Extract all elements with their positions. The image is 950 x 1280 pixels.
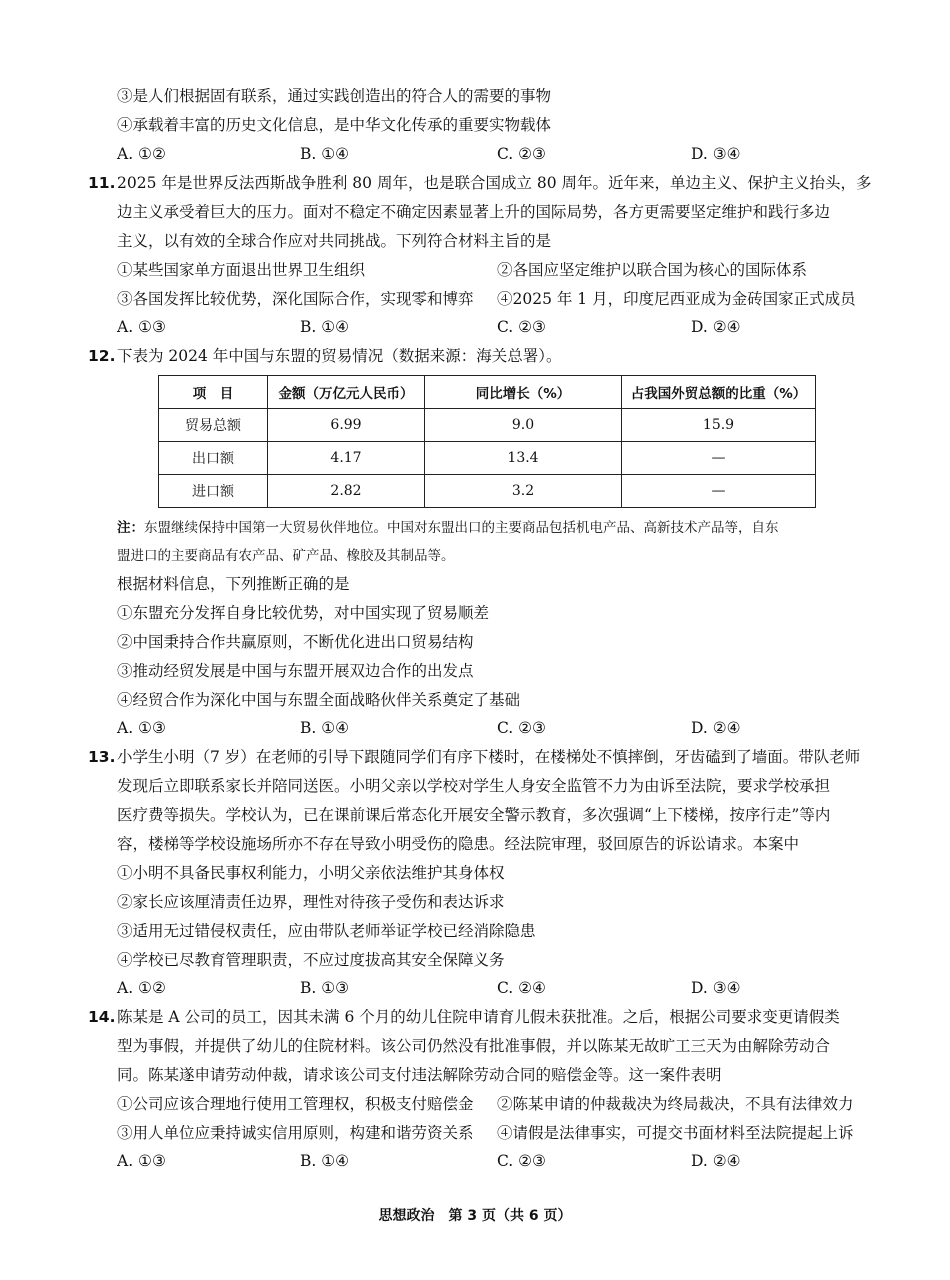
table-cell: 6.99 [268, 409, 425, 442]
table-cell: 贸易总额 [159, 409, 268, 442]
q13-option-c: C. ②④ [497, 979, 546, 997]
table-header: 金额（万亿元人民币） [268, 376, 425, 409]
table-cell: 3.2 [425, 475, 622, 508]
q12-option-b: B. ①④ [300, 719, 350, 737]
q11-item-3: ③各国发挥比较优势，深化国际合作，实现零和博弈 [117, 290, 474, 308]
q13-stem-line-3: 医疗费等损失。学校认为，已在课前课后常态化开展安全警示教育，多次强调“上下楼梯，按序行走”等内 [117, 806, 831, 824]
q13-stem-line-2: 发现后立即联系家长并陪同送医。小明父亲以学校对学生人身安全监管不力为由诉至法院，要求学校承担 [117, 777, 831, 795]
q14-stem-line-1: 陈某是 A 公司的员工，因其未满 6 个月的幼儿住院申请育儿假未获批准。之后，根据公司要求变更请假类 [117, 1008, 840, 1026]
q13-number: 13. [88, 748, 116, 766]
q11-option-a: A. ①③ [117, 318, 166, 336]
table-row [159, 475, 816, 508]
q13-item-1: ①小明不具备民事权利能力，小明父亲依法维护其身体权 [117, 864, 505, 882]
q14-stem-line-2: 型为事假，并提供了幼儿的住院材料。该公司仍然没有批准事假，并以陈某无故旷工三天为由解除劳动合 [117, 1037, 831, 1055]
q11-number: 11. [88, 174, 116, 192]
note-text: 东盟继续保持中国第一大贸易伙伴地位。中国对东盟出口的主要商品包括机电产品、高新技术产品等，自东 [144, 520, 779, 536]
q13-item-3: ③适用无过错侵权责任，应由带队老师举证学校已经消除隐患 [117, 922, 536, 940]
page-footer: 思想政治 第 3 页（共 6 页） [378, 1208, 572, 1224]
q11-item-1: ①某些国家单方面退出世界卫生组织 [117, 261, 366, 279]
table-cell: 13.4 [425, 442, 622, 475]
table-row [159, 409, 816, 442]
q11-item-2: ②各国应坚定维护以联合国为核心的国际体系 [497, 261, 808, 279]
q14-item-2: ②陈某申请的仲裁裁决为终局裁决，不具有法律效力 [497, 1095, 854, 1113]
q13-option-a: A. ①② [117, 979, 166, 997]
q10-item-4: ④承载着丰富的历史文化信息，是中华文化传承的重要实物载体 [117, 116, 552, 134]
q14-option-d: D. ②④ [691, 1152, 741, 1170]
q12-item-2: ②中国秉持合作共赢原则，不断优化进出口贸易结构 [117, 633, 474, 651]
q11-item-4: ④2025 年 1 月，印度尼西亚成为金砖国家正式成员 [497, 290, 856, 308]
q11-stem-line-1: 2025 年是世界反法西斯战争胜利 80 周年，也是联合国成立 80 周年。近年来，单边主义、保护主义抬头，多 [117, 174, 872, 192]
table-note-line-2: 盟进口的主要商品有农产品、矿产品、橡胶及其制品等。 [117, 548, 455, 564]
table-cell: 15.9 [622, 409, 816, 442]
table-cell: — [622, 442, 816, 475]
table-header: 同比增长（%） [425, 376, 622, 409]
table-header-row [159, 376, 816, 409]
q14-item-1: ①公司应该合理地行使用工管理权，积极支付赔偿金 [117, 1095, 474, 1113]
table-cell: 出口额 [159, 442, 268, 475]
q12-intro: 下表为 2024 年中国与东盟的贸易情况（数据来源：海关总署）。 [117, 347, 562, 365]
table-cell: 2.82 [268, 475, 425, 508]
q14-number: 14. [88, 1008, 116, 1026]
q13-stem-line-4: 容，楼梯等学校设施场所亦不存在导致小明受伤的隐患。经法院审理，驳回原告的诉讼请求。本案中 [117, 835, 800, 853]
q14-option-b: B. ①④ [300, 1152, 350, 1170]
q11-option-b: B. ①④ [300, 318, 350, 336]
table-cell: 4.17 [268, 442, 425, 475]
table-note-line-1 [117, 518, 779, 538]
q14-item-3: ③用人单位应秉持诚实信用原则，构建和谐劳资关系 [117, 1124, 474, 1142]
q14-option-c: C. ②③ [497, 1152, 546, 1170]
q11-option-d: D. ②④ [691, 318, 741, 336]
q12-option-c: C. ②③ [497, 719, 546, 737]
note-label: 注： [117, 520, 144, 536]
trade-table [158, 375, 816, 508]
q14-item-4: ④请假是法律事实，可提交书面材料至法院提起上诉 [497, 1124, 854, 1142]
q14-option-a: A. ①③ [117, 1152, 166, 1170]
q13-item-2: ②家长应该厘清责任边界，理性对待孩子受伤和表达诉求 [117, 893, 505, 911]
table-header: 项 目 [159, 376, 268, 409]
q13-option-d: D. ③④ [691, 979, 741, 997]
q10-item-3: ③是人们根据固有联系，通过实践创造出的符合人的需要的事物 [117, 87, 552, 105]
q12-option-a: A. ①③ [117, 719, 166, 737]
q12-number: 12. [88, 347, 116, 365]
q10-option-c: C. ②③ [497, 145, 546, 163]
q10-option-b: B. ①④ [300, 145, 350, 163]
q12-question: 根据材料信息，下列推断正确的是 [117, 575, 350, 593]
q12-item-1: ①东盟充分发挥自身比较优势，对中国实现了贸易顺差 [117, 604, 490, 622]
q13-item-4: ④学校已尽教育管理职责，不应过度拔高其安全保障义务 [117, 951, 505, 969]
q13-stem-line-1: 小学生小明（7 岁）在老师的引导下跟随同学们有序下楼时，在楼梯处不慎摔倒，牙齿磕到了墙面。带队老师 [117, 748, 861, 766]
q13-option-b: B. ①③ [300, 979, 350, 997]
q10-option-d: D. ③④ [691, 145, 741, 163]
q10-option-a: A. ①② [117, 145, 166, 163]
q11-stem-line-2: 边主义承受着巨大的压力。面对不稳定不确定因素显著上升的国际局势，各方更需要坚定维护和践行多边 [117, 203, 831, 221]
q14-stem-line-3: 同。陈某遂申请劳动仲裁，请求该公司支付违法解除劳动合同的赔偿金等。这一案件表明 [117, 1066, 722, 1084]
q11-stem-line-3: 主义，以有效的全球合作应对共同挑战。下列符合材料主旨的是 [117, 232, 552, 250]
q12-option-d: D. ②④ [691, 719, 741, 737]
table-row [159, 442, 816, 475]
q11-option-c: C. ②③ [497, 318, 546, 336]
q12-item-3: ③推动经贸发展是中国与东盟开展双边合作的出发点 [117, 662, 474, 680]
table-header: 占我国外贸总额的比重（%） [622, 376, 816, 409]
table-cell: 9.0 [425, 409, 622, 442]
table-cell: 进口额 [159, 475, 268, 508]
table-cell: — [622, 475, 816, 508]
q12-item-4: ④经贸合作为深化中国与东盟全面战略伙伴关系奠定了基础 [117, 691, 521, 709]
